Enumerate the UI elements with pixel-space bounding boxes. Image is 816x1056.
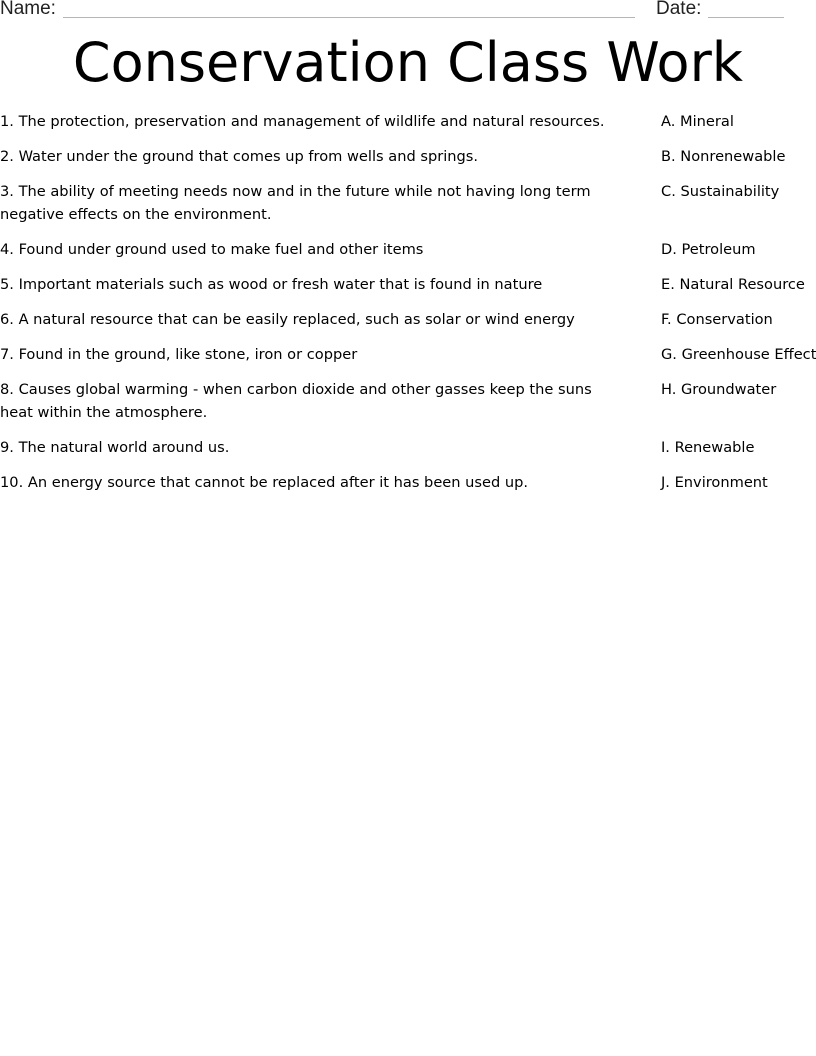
clue-text: 3. The ability of meeting needs now and in the future while not having long term negative effects on the environment. [0, 183, 591, 223]
date-label: Date: [656, 0, 702, 19]
clue-text: 8. Causes global warming - when carbon dioxide and other gasses keep the suns heat within the atmosphere. [0, 381, 592, 421]
list-item [0, 180, 816, 226]
list-item [0, 110, 816, 133]
clue-text: 1. The protection, preservation and management of wildlife and natural resources. [0, 113, 605, 130]
clue-text: 7. Found in the ground, like stone, iron or copper [0, 346, 358, 363]
answer-option: F. Conservation [661, 311, 773, 328]
list-item [0, 378, 816, 424]
list-item [0, 471, 816, 494]
clue-text: 5. Important materials such as wood or fresh water that is found in nature [0, 276, 543, 293]
clue-text: 6. A natural resource that can be easily replaced, such as solar or wind energy [0, 311, 575, 328]
list-item [0, 343, 816, 366]
answer-option: A. Mineral [661, 113, 734, 130]
answer-option: C. Sustainability [661, 183, 780, 200]
worksheet-header [0, 0, 816, 26]
list-item [0, 436, 816, 459]
list-item [0, 238, 816, 261]
answer-option: G. Greenhouse Effect [661, 346, 816, 363]
name-label: Name: [0, 0, 56, 19]
clue-text: 10. An energy source that cannot be replaced after it has been used up. [0, 474, 529, 491]
date-blank-line [708, 17, 784, 18]
clue-text: 2. Water under the ground that comes up from wells and springs. [0, 148, 479, 165]
list-item [0, 273, 816, 296]
answer-option: H. Groundwater [661, 381, 777, 398]
matching-list [0, 110, 816, 506]
answer-option: J. Environment [661, 474, 768, 491]
page-title: Conservation Class Work [72, 31, 744, 94]
list-item [0, 308, 816, 331]
list-item [0, 145, 816, 168]
answer-option: D. Petroleum [661, 241, 756, 258]
name-blank-line [63, 17, 635, 18]
answer-option: E. Natural Resource [661, 276, 805, 293]
clue-text: 9. The natural world around us. [0, 439, 230, 456]
answer-option: I. Renewable [661, 439, 755, 456]
clue-text: 4. Found under ground used to make fuel and other items [0, 241, 424, 258]
answer-option: B. Nonrenewable [661, 148, 786, 165]
